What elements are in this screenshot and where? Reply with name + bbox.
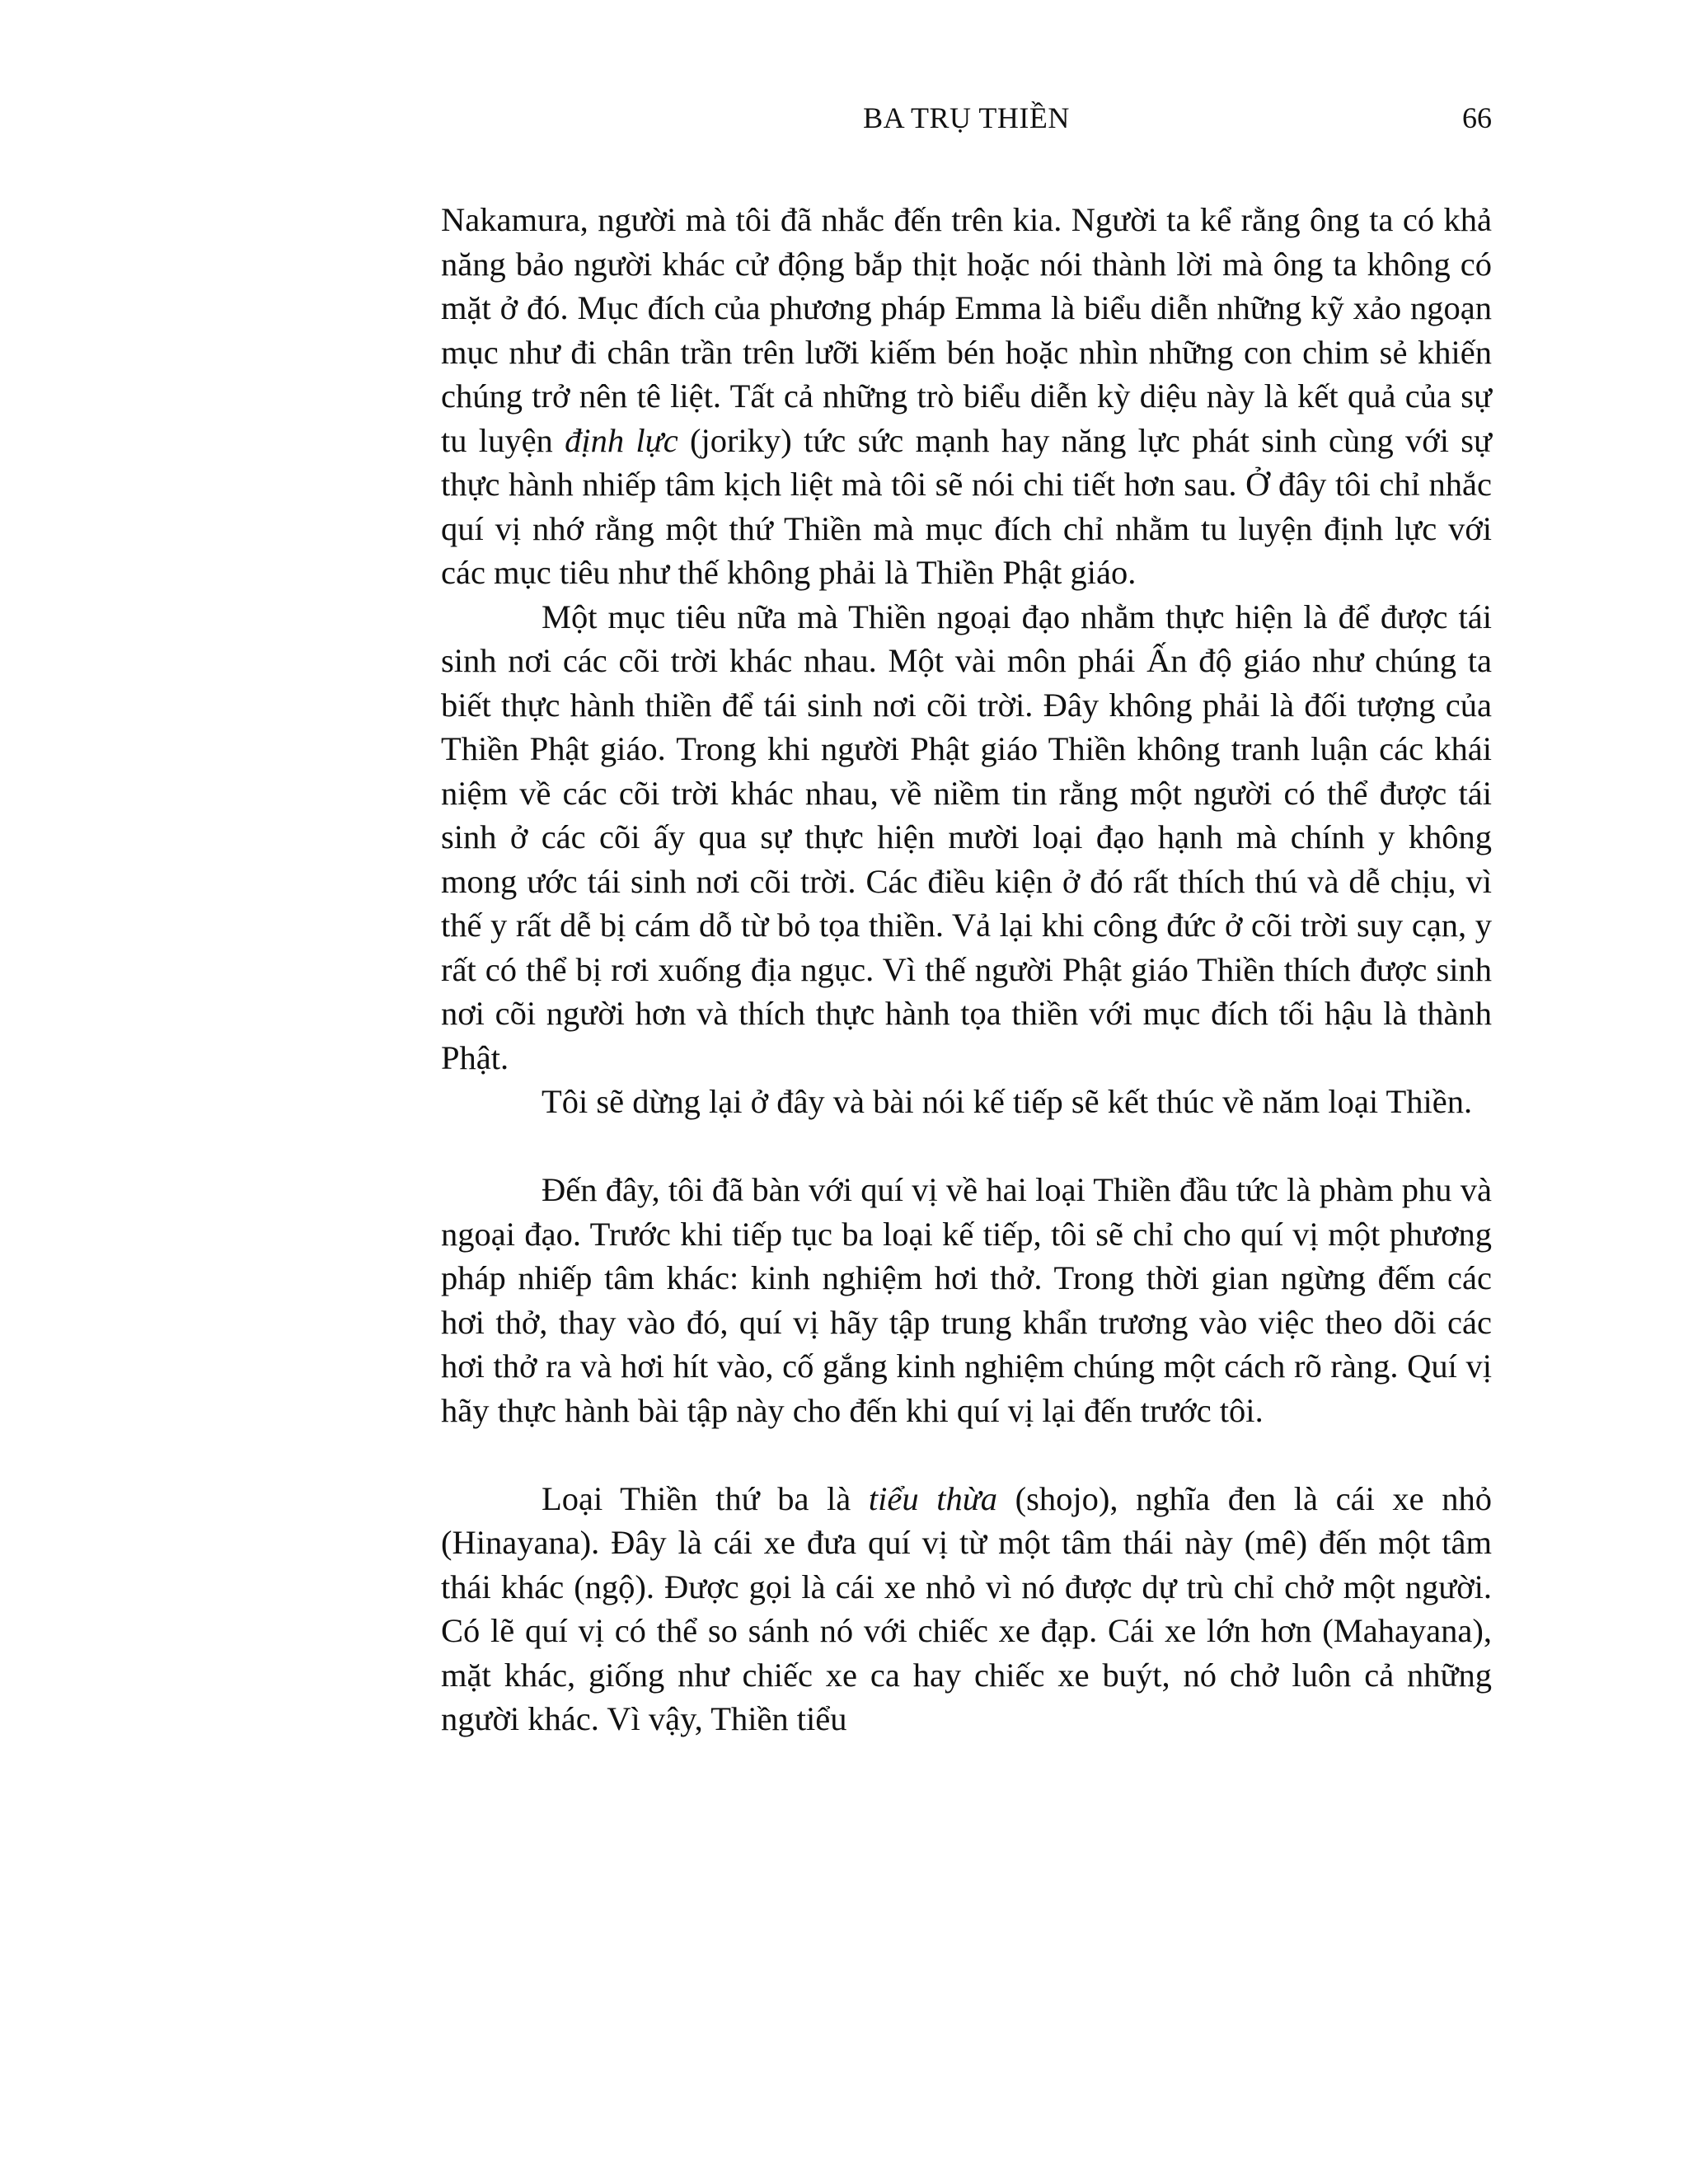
page-number: 66 [1462,101,1492,134]
body-text [441,198,1492,1741]
paragraph-text: (joriky) tức sức mạnh hay năng lực phát sinh cùng với sự thực hành nhiếp tâm kịch liệt mà tôi sẽ nói chi tiết hơn sau. Ở đây tôi chỉ nhắc quí vị nhớ rằng một thứ Thiền mà mục đích chỉ nhằm tu luyện định lực với các mục tiêu như thế không phải là Thiền Phật giáo. [441,421,1492,591]
paragraph-text: Loại Thiền thứ ba là [542,1479,869,1517]
paragraph [441,1477,1492,1741]
italic-term: định lực [565,421,678,459]
paragraph-text: (shojo), nghĩa đen là cái xe nhỏ (Hinayana). Đây là cái xe đưa quí vị từ một tâm thái này (mê) đến một tâm thái khác (ngộ). Được gọi là cái xe nhỏ vì nó được dự trù chỉ chở một người. Có lẽ quí vị có thể so sánh nó với chiếc xe đạp. Cái xe lớn hơn (Mahayana), mặt khác, giống như chiếc xe ca hay chiếc xe buýt, nó chở luôn cả những người khác. Vì vậy, Thiền tiểu [441,1479,1493,1737]
running-title: BA TRỤ THIỀN [863,101,1070,134]
italic-term: tiểu thừa [868,1479,998,1517]
paragraph: Đến đây, tôi đã bàn với quí vị về hai loại Thiền đầu tức là phàm phu và ngoại đạo. Trước khi tiếp tục ba loại kế tiếp, tôi sẽ chỉ cho quí vị một phương pháp nhiếp tâm khác: kinh nghiệm hơi thở. Trong thời gian ngừng đếm các hơi thở, thay vào đó, quí vị hãy tập trung khẩn trương vào việc theo dõi các hơi thở ra và hơi hít vào, cố gắng kinh nghiệm chúng một cách rõ ràng. Quí vị hãy thực hành bài tập này cho đến khi quí vị lại đến trước tôi. [441,1171,1492,1429]
paragraph-text: Nakamura, người mà tôi đã nhắc đến trên kia. Người ta kể rằng ông ta có khả năng bảo người khác cử động bắp thịt hoặc nói thành lời mà ông ta không có mặt ở đó. Mục đích của phương pháp Emma là biểu diễn những kỹ xảo ngoạn mục như đi chân trần trên lưỡi kiếm bén hoặc nhìn những con chim sẻ khiến chúng trở nên tê liệt. Tất cả những trò biểu diễn kỳ diệu này là kết quả của sự tu luyện [441,201,1492,459]
paragraph: Một mục tiêu nữa mà Thiền ngoại đạo nhằm thực hiện là để được tái sinh nơi các cõi trời khác nhau. Một vài môn phái Ấn độ giáo như chúng ta biết thực hành thiền để tái sinh nơi cõi trời. Đây không phải là đối tượng của Thiền Phật giáo. Trong khi người Phật giáo Thiền không tranh luận các khái niệm về các cõi trời khác nhau, về niềm tin rằng một người có thể được tái sinh ở các cõi ấy qua sự thực hiện mười loại đạo hạnh mà chính y không mong ước tái sinh nơi cõi trời. Các điều kiện ở đó rất thích thú và dễ chịu, vì thế y rất dễ bị cám dỗ từ bỏ tọa thiền. Vả lại khi công đức ở cõi trời suy cạn, y rất có thể bị rơi xuống địa ngục. Vì thế người Phật giáo Thiền thích được sinh nơi cõi người hơn và thích thực hành tọa thiền với mục đích tối hậu là thành Phật. [441,598,1492,1076]
paragraph-continued [441,198,1492,595]
paragraph: Tôi sẽ dừng lại ở đây và bài nói kế tiếp sẽ kết thúc về năm loại Thiền. [542,1083,1473,1120]
running-header [441,97,1492,138]
